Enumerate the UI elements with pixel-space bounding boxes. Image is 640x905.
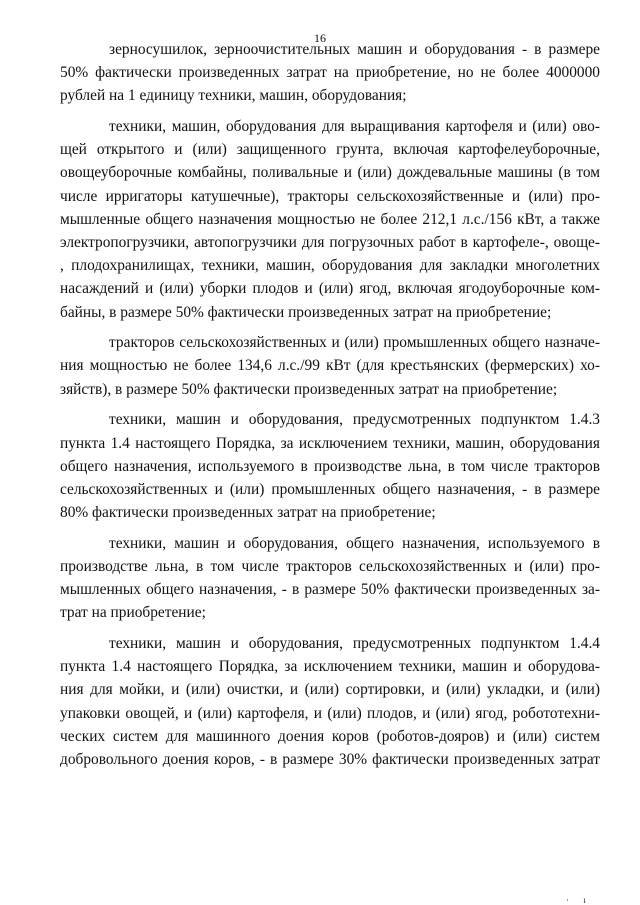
text-line: общего назначения, используемого в производстве льна, в том числе тракторов xyxy=(60,457,600,475)
text-line: насаждений и (или) уборки плодов и (или) ягод, включая ягодоуборочные ком- xyxy=(60,280,600,298)
text-line: упаковки овощей, и (или) картофеля, и (или) плодов, и (или) ягод, робототехни- xyxy=(60,704,600,722)
text-line: техники, машин и оборудования, предусмотренных подпунктом 1.4.4 xyxy=(109,635,600,652)
text-line: 50% фактически произведенных затрат на приобретение, но не более 4000000 xyxy=(60,64,600,82)
text-line: сельскохозяйственных и (или) промышленных общего назначения, - в размере xyxy=(60,480,600,498)
paragraph xyxy=(60,38,600,108)
text-line: числе ирригаторы катушечные), тракторы сельскохозяйственные и (или) про- xyxy=(60,187,600,205)
text-line: техники, машин, оборудования для выращивания картофеля и (или) ово- xyxy=(109,118,600,136)
text-line: техники, машин и оборудования, предусмотренных подпунктом 1.4.3 xyxy=(109,411,600,429)
text-line: мышленных общего назначения, - в размере 50% фактически произведенных за- xyxy=(60,581,600,599)
text-line: производстве льна, в том числе тракторов сельскохозяйственных и (или) про- xyxy=(60,557,600,575)
text-line: трат на приобретение; xyxy=(60,604,206,622)
paragraph xyxy=(60,408,600,524)
text-line: ческих систем для машинного доения коров (роботов-дояров) и (или) систем xyxy=(60,727,600,745)
text-line: щей открытого и (или) защищенного грунта, включая картофелеуборочные, xyxy=(60,141,600,159)
text-line: добровольного доения коров, - в размере 30% фактически произведенных затрат xyxy=(60,750,600,768)
text-line: ния мощностью не более 134,6 л.с./99 кВт (для крестьянских (фермерских) хо- xyxy=(60,357,600,375)
text-line: пункта 1.4 настоящего Порядка, за исключением техники, машин и оборудова- xyxy=(60,658,600,676)
paragraph xyxy=(60,632,600,771)
body-text xyxy=(60,38,600,779)
text-line: 80% фактически произведенных затрат на приобретение; xyxy=(60,504,436,522)
page-number: 16 xyxy=(314,31,326,45)
text-line: электропогрузчики, автопогрузчики для погрузочных работ в картофеле-, овоще- xyxy=(60,234,600,251)
paragraph xyxy=(60,532,600,625)
text-line: техники, машин и оборудования, общего назначения, используемого в xyxy=(109,534,600,552)
text-line: , плодохранилищах, техники, машин, оборудования для закладки многолетних xyxy=(60,257,600,275)
text-line: зяйств), в размере 50% фактически произведенных затрат на приобретение; xyxy=(60,380,558,398)
paragraph xyxy=(60,115,600,324)
text-line: пункта 1.4 настоящего Порядка, за исключением техники, машин, оборудования xyxy=(60,434,600,452)
text-line: байны, в размере 50% фактически произведенных затрат на приобретение; xyxy=(60,303,552,321)
paragraph xyxy=(60,331,600,401)
text-line: овощеуборочные комбайны, поливальные и (или) дождевальные машины (в том xyxy=(60,164,600,182)
text-line: зерносушилок, зерноочистительных машин и оборудования - в размере xyxy=(109,41,600,58)
text-line: ния для мойки, и (или) очистки, и (или) сортировки, и (или) укладки, и (или) xyxy=(60,681,600,699)
corner-mark: · ı xyxy=(566,895,592,905)
text-line: тракторов сельскохозяйственных и (или) промышленных общего назначе- xyxy=(109,334,600,352)
text-line: мышленные общего назначения мощностью не более 212,1 л.с./156 кВт, а также xyxy=(60,210,600,228)
text-line: рублей на 1 единицу техники, машин, оборудования; xyxy=(60,87,407,105)
